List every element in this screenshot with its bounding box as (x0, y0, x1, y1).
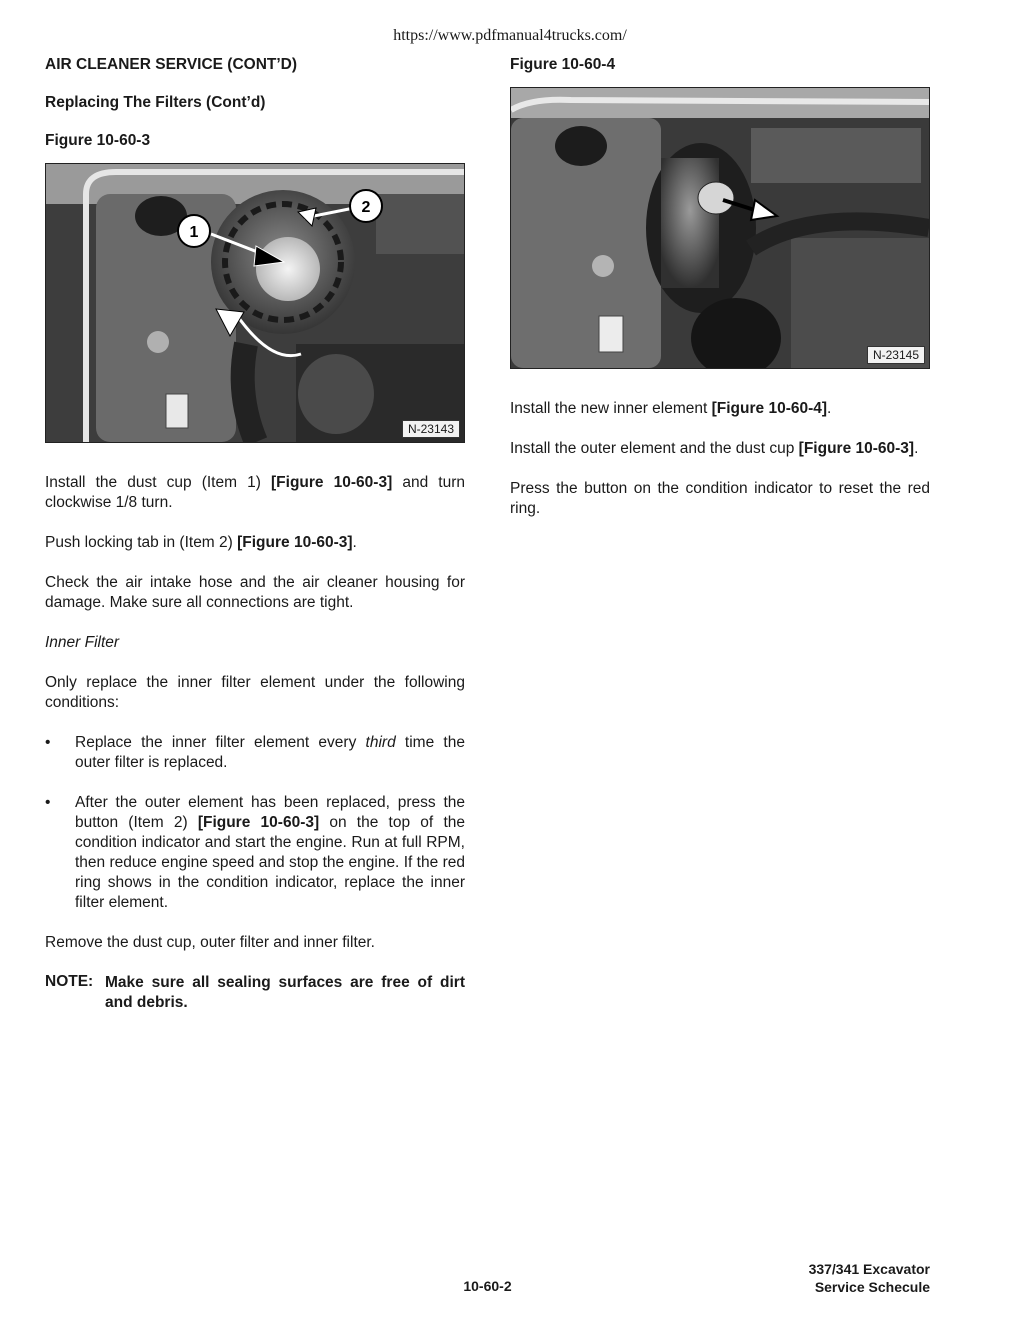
paragraph-install-dust-cup: Install the dust cup (Item 1) [Figure 10-60-3] and turn clockwise 1/8 turn. (45, 474, 466, 511)
paragraph-reset-red-ring: Press the button on the condition indicator to reset the red ring. (510, 480, 930, 517)
figure-reference[interactable]: [Figure 10-60-4] (711, 400, 828, 417)
note-label: NOTE: (45, 973, 94, 990)
figure-10-60-3-photo (45, 163, 465, 443)
figure-reference[interactable]: [Figure 10-60-3] (197, 814, 320, 831)
left-column (45, 55, 465, 1013)
figure-reference[interactable]: [Figure 10-60-3] (798, 440, 915, 457)
bullet-dot: • (45, 734, 51, 751)
subsection-title: Replacing The Filters (Cont’d) (45, 94, 266, 111)
figure-10-60-3-tag: N-23143 (402, 420, 460, 438)
figure-reference[interactable]: [Figure 10-60-3] (237, 534, 353, 551)
footer-manual: Service Schecule (814, 1279, 930, 1295)
paragraph-install-inner-element: Install the new inner element [Figure 10-60-4]. (510, 400, 832, 417)
callout-2: 2 (361, 199, 371, 216)
note-block (45, 973, 465, 1013)
figure-reference[interactable]: [Figure 10-60-3] (271, 474, 393, 491)
figure-10-60-3-label: Figure 10-60-3 (45, 132, 151, 149)
list-item: • Replace the inner filter element every third time the outer filter is replaced. (45, 734, 465, 771)
paragraph-check-hose: Check the air intake hose and the air cleaner housing for damage. Make sure all connections are tight. (45, 574, 465, 611)
paragraph-install-outer-element: Install the outer element and the dust cup [Figure 10-60-3]. (510, 440, 919, 457)
source-url[interactable]: https://www.pdfmanual4trucks.com/ (393, 27, 627, 44)
bullet-dot: • (45, 794, 51, 811)
footer-product: 337/341 Excavator (808, 1261, 930, 1277)
paragraph-remove-filters: Remove the dust cup, outer filter and inner filter. (45, 934, 375, 951)
figure-10-60-4-photo (510, 87, 930, 369)
paragraph-replace-conditions: Only replace the inner filter element under the following conditions: (45, 674, 465, 711)
figure-10-60-4-tag: N-23145 (867, 346, 925, 364)
note-text: Make sure all sealing surfaces are free of dirt and debris. (105, 974, 465, 1011)
inner-filter-heading: Inner Filter (45, 634, 120, 651)
section-title: AIR CLEANER SERVICE (CONT’D) (45, 56, 298, 73)
figure-10-60-4-label: Figure 10-60-4 (510, 56, 616, 73)
inner-element-photo-illustration (511, 88, 929, 368)
callout-1: 1 (189, 224, 199, 241)
footer-product-info (809, 1260, 930, 1296)
right-column (510, 55, 930, 539)
page-number: 10-60-2 (463, 1278, 512, 1294)
air-cleaner-photo-illustration (46, 164, 464, 442)
paragraph-push-locking-tab: Push locking tab in (Item 2) [Figure 10-60-3]. (45, 534, 357, 551)
list-item: • After the outer element has been replaced, press the button (Item 2) [Figure 10-60-3] on the top of the condition indicator and start the engine. Run at full RPM, then reduce engine speed and stop the engine. If the red ring shows in the condition indicator, replace the inner filter element. (45, 794, 465, 911)
